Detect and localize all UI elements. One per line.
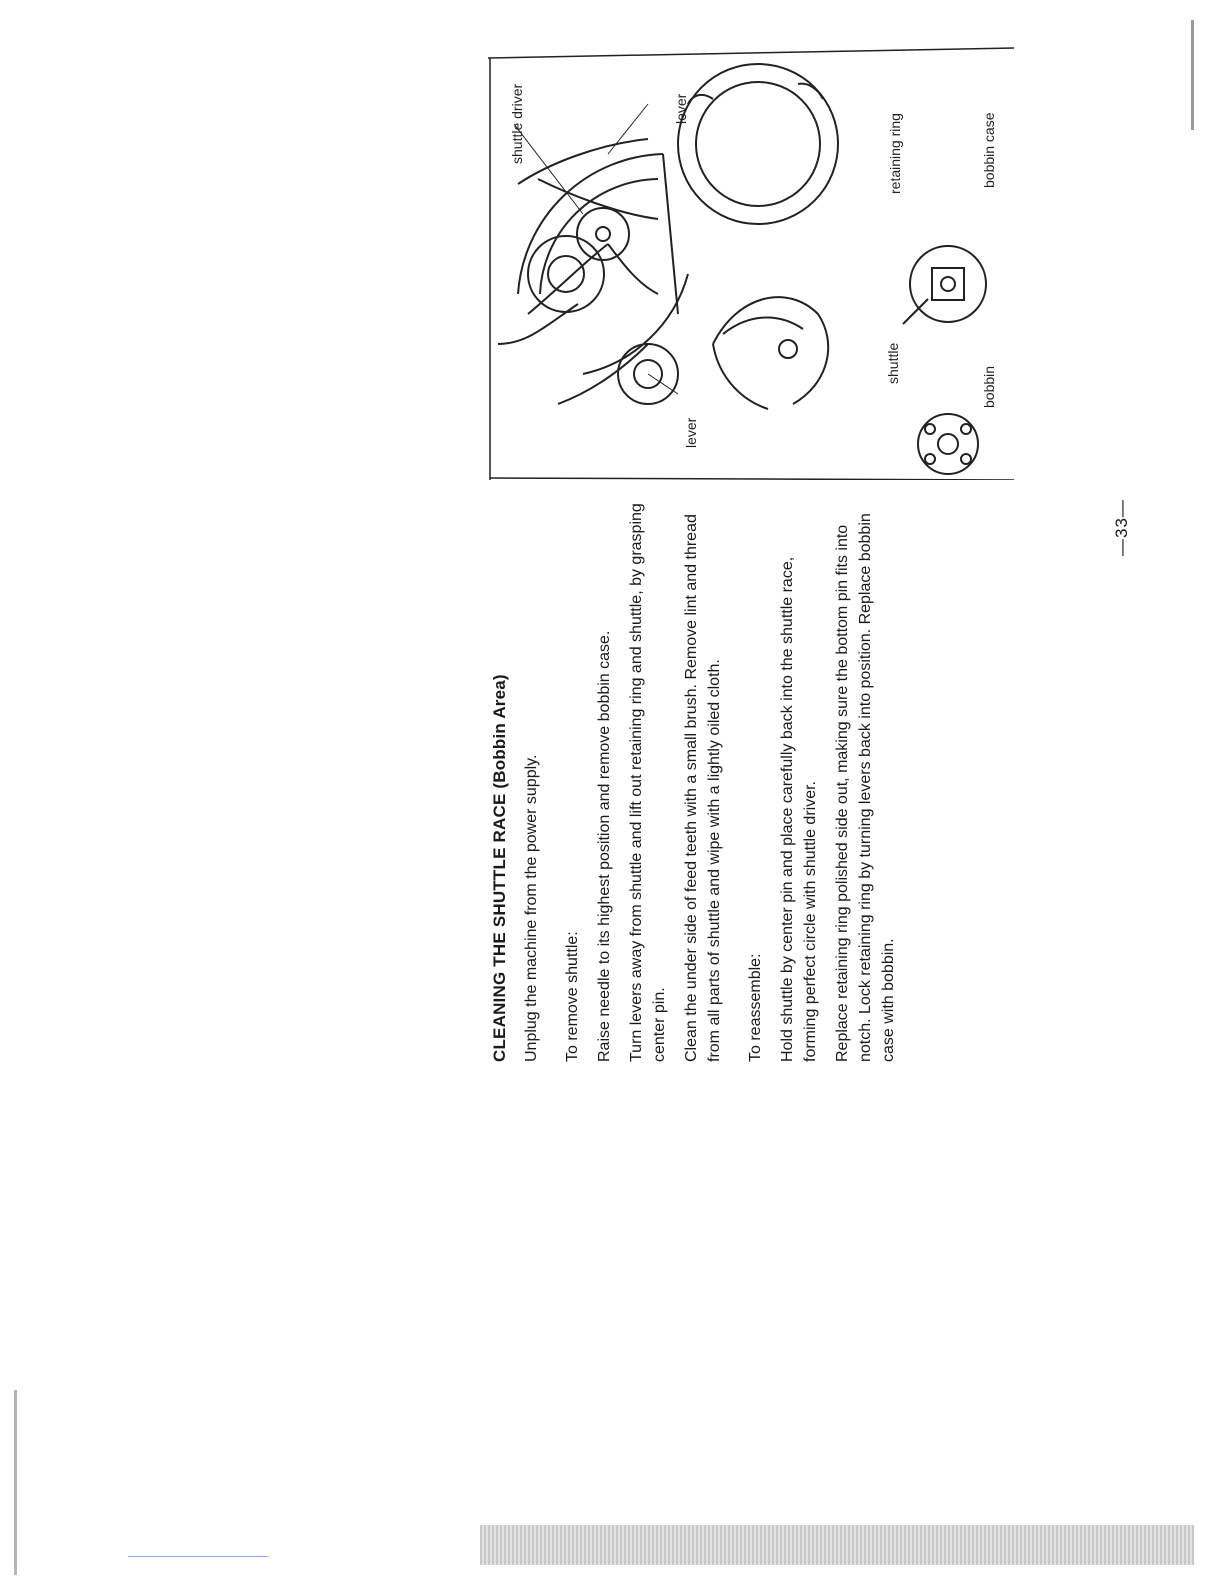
subheading-reassemble: To reassemble: bbox=[747, 953, 764, 1062]
label-bobbin: bobbin bbox=[981, 365, 997, 408]
label-shuttle-driver: shuttle driver bbox=[509, 83, 525, 164]
label-lever-bottom: lever bbox=[683, 417, 699, 448]
paragraph-replace-ring: Replace retaining ring polished side out, making sure the bottom pin fits into notch. Lock retaining ring by turning levers back into position. Replace bobbin case with bobbin. bbox=[834, 513, 897, 1062]
scan-bottom-band bbox=[480, 1525, 1194, 1565]
frame-top bbox=[488, 48, 1014, 58]
shuttle-part-drawing bbox=[713, 297, 828, 409]
shuttle-diagram bbox=[488, 44, 1014, 480]
bobbin-case-drawing bbox=[903, 246, 986, 324]
page-title: CLEANING THE SHUTTLE RACE (Bobbin Area) bbox=[490, 674, 509, 1062]
subheading-remove: To remove shuttle: bbox=[564, 931, 581, 1062]
bobbin-drawing bbox=[918, 414, 978, 474]
scan-bottom-line bbox=[128, 1556, 268, 1557]
paragraph-unplug: Unplug the machine from the power supply. bbox=[523, 754, 540, 1062]
paragraph-raise-needle: Raise needle to its highest position and remove bobbin case. bbox=[596, 630, 613, 1062]
paragraph-turn-levers: Turn levers away from shuttle and lift out retaining ring and shuttle, by grasping center pin. bbox=[628, 503, 668, 1062]
label-retaining-ring: retaining ring bbox=[887, 113, 903, 194]
label-shuttle: shuttle bbox=[885, 342, 901, 384]
text-block bbox=[490, 502, 909, 1062]
page-number: —33— bbox=[1112, 499, 1131, 556]
retaining-ring-drawing bbox=[678, 64, 838, 224]
frame-bottom bbox=[490, 478, 1014, 480]
paragraph-clean: Clean the under side of feed teeth with a small brush. Remove lint and thread from all parts of shuttle and wipe with a lightly oiled cloth. bbox=[683, 514, 723, 1062]
label-lever-top: lever bbox=[673, 93, 689, 124]
paragraph-hold-shuttle: Hold shuttle by center pin and place carefully back into the shuttle race, forming perfect circle with shuttle driver. bbox=[779, 556, 819, 1062]
shuttle-race-drawing bbox=[498, 139, 688, 404]
spacer bbox=[552, 502, 561, 1062]
label-bobbin-case: bobbin case bbox=[981, 112, 997, 188]
spacer bbox=[735, 502, 744, 1062]
scan-edge-right bbox=[1191, 20, 1194, 130]
scan-edge-left bbox=[14, 1390, 17, 1575]
